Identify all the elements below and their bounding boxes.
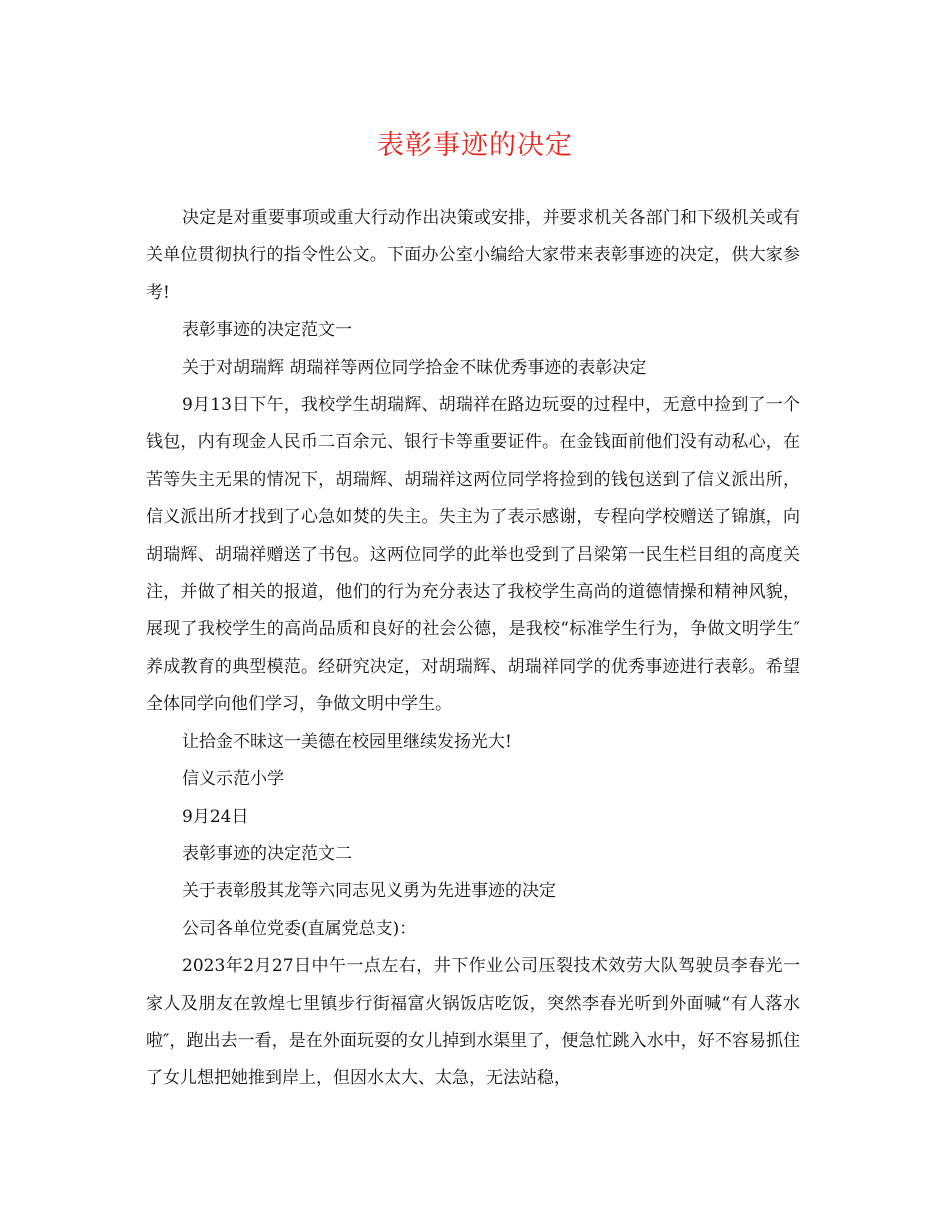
- section-heading: 表彰事迹的决定范文一: [182, 320, 352, 341]
- body-paragraph: 2023年2月27日中午一点左右，井下作业公司压裂技术效劳大队驾驶员李春光一家人及朋友在敦煌七里镇步行街福富火锅饭店吃饭，突然李春光听到外面喊“有人落水啦″，跑出去一看，是在外面玩耍的女儿掉到水渠里了，便急忙跳入水中，好不容易抓住了女儿想把她推到岸上，但因水太大、太急，无法站稳，: [146, 956, 800, 1089]
- document-title: 表彰事迹的决定: [377, 130, 573, 161]
- body-paragraph: 9月13日下午，我校学生胡瑞辉、胡瑞祥在路边玩耍的过程中，无意中捡到了一个钱包，内有现金人民币二百余元、银行卡等重要证件。在金钱面前他们没有动私心，在苦等失主无果的情况下，胡瑞辉、胡瑞祥这两位同学将捡到的钱包送到了信义派出所，信义派出所才找到了心急如焚的失主。失主为了表示感谢，专程向学校赠送了锦旗，向胡瑞辉、胡瑞祥赠送了书包。这两位同学的此举也受到了吕梁第一民生栏目组的高度关注，并做了相关的报道，他们的行为充分表达了我校学生高尚的道德情操和精神风貌，展现了我校学生的高尚品质和良好的社会公德，是我校“标准学生行为，争做文明学生″养成教育的典型模范。经研究决定，对胡瑞辉、胡瑞祥同学的优秀事迹进行表彰。希望全体同学向他们学习，争做文明中学生。: [146, 395, 800, 715]
- document-body: [146, 200, 800, 1098]
- intro-paragraph: 决定是对重要事项或重大行动作出决策或安排，并要求机关各部门和下级机关或有关单位贯彻执行的指令性公文。下面办公室小编给大家带来表彰事迹的决定，供大家参考!: [146, 208, 800, 303]
- salutation: 公司各单位党委(直属党总支)：: [182, 918, 417, 939]
- decision-title: 关于表彰殷其龙等六同志见义勇为先进事迹的决定: [182, 881, 556, 902]
- signature-organization: 信义示范小学: [182, 769, 284, 790]
- section-heading: 表彰事迹的决定范文二: [182, 843, 352, 864]
- decision-title: 关于对胡瑞辉 胡瑞祥等两位同学拾金不昧优秀事迹的表彰决定: [182, 357, 647, 378]
- signature-date: 9月24日: [182, 806, 249, 827]
- body-paragraph: 让拾金不昧这一美德在校园里继续发扬光大!: [182, 731, 512, 752]
